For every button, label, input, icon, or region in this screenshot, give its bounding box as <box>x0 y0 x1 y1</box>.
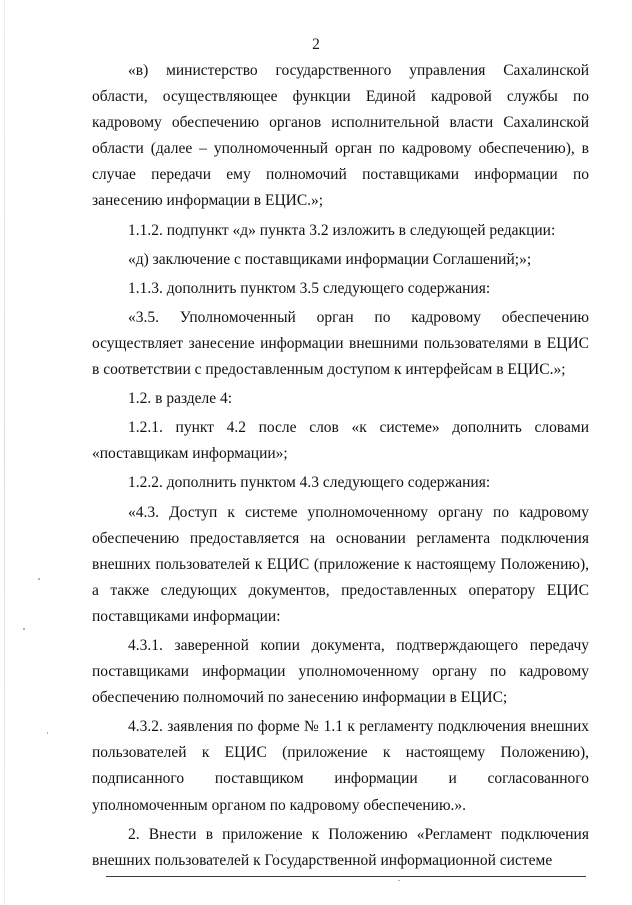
paragraph-4-3-2: 4.3.2. заявления по форме № 1.1 к регламенту подключения внешних пользователей к ЕЦИС (приложение к настоящему Положению), подписанного поставщиком информации и согласованного уполномоченным органом по кадровому обеспечению.». <box>92 718 589 814</box>
paragraph-1-2-1: 1.2.1. пункт 4.2 после слов «к системе» дополнить словами «поставщикам информации»; <box>92 419 589 463</box>
paragraph-4-3-1: 4.3.1. заверенной копии документа, подтверждающего передачу поставщиками информации уполномоченному органу по кадровому обеспечению полномочий по занесению информации в ЕЦИС; <box>92 636 589 707</box>
page-bottom-rule <box>106 876 586 877</box>
paragraph-4-3: «4.3. Доступ к системе уполномоченному органу по кадровому обеспечению предоставляется на основании регламента подключения внешних пользователей к ЕЦИС (приложение к настоящему Положению), а также следующих документов, предоставленных оператору ЕЦИС поставщиками информации: <box>92 503 589 625</box>
paragraph-clause-d: «д) заключение с поставщиками информации Соглашений;»; <box>128 250 532 268</box>
paragraph-3-5: «3.5. Уполномоченный орган по кадровому обеспечению осуществляет занесение информации внешними пользователями в ЕЦИС в соответствии с предоставленным доступом к интерфейсам в ЕЦИС.»; <box>92 308 589 379</box>
scan-speck <box>23 628 25 630</box>
paragraph-1-1-3: 1.1.3. дополнить пунктом 3.5 следующего содержания: <box>128 279 491 297</box>
paragraph-2: 2. Внести в приложение к Положению «Регламент подключения внешних пользователей к Государственной информационной системе <box>92 825 589 869</box>
scan-speck <box>276 850 277 851</box>
document-body <box>92 58 589 874</box>
paragraph-clause-v: «в) министерство государственного управления Сахалинской области, осуществляющее функции Единой кадровой службы по кадровому обеспечению органов исполнительной власти Сахалинской области (далее – уполномоченный орган по кадровому обеспечению), в случае передачи ему полномочий поставщиками информации по занесению информации в ЕЦИС.»; <box>92 62 589 210</box>
scan-speck <box>38 578 40 580</box>
scan-speck <box>47 732 48 734</box>
scan-edge-shadow <box>4 0 5 905</box>
page-number: 2 <box>312 36 320 53</box>
paragraph-1-2: 1.2. в разделе 4: <box>128 390 233 408</box>
scan-speck <box>398 880 400 881</box>
paragraph-1-2-2: 1.2.2. дополнить пунктом 4.3 следующего содержания: <box>128 474 491 492</box>
paragraph-1-1-2: 1.1.2. подпункт «д» пункта 3.2 изложить в следующей редакции: <box>128 221 556 239</box>
